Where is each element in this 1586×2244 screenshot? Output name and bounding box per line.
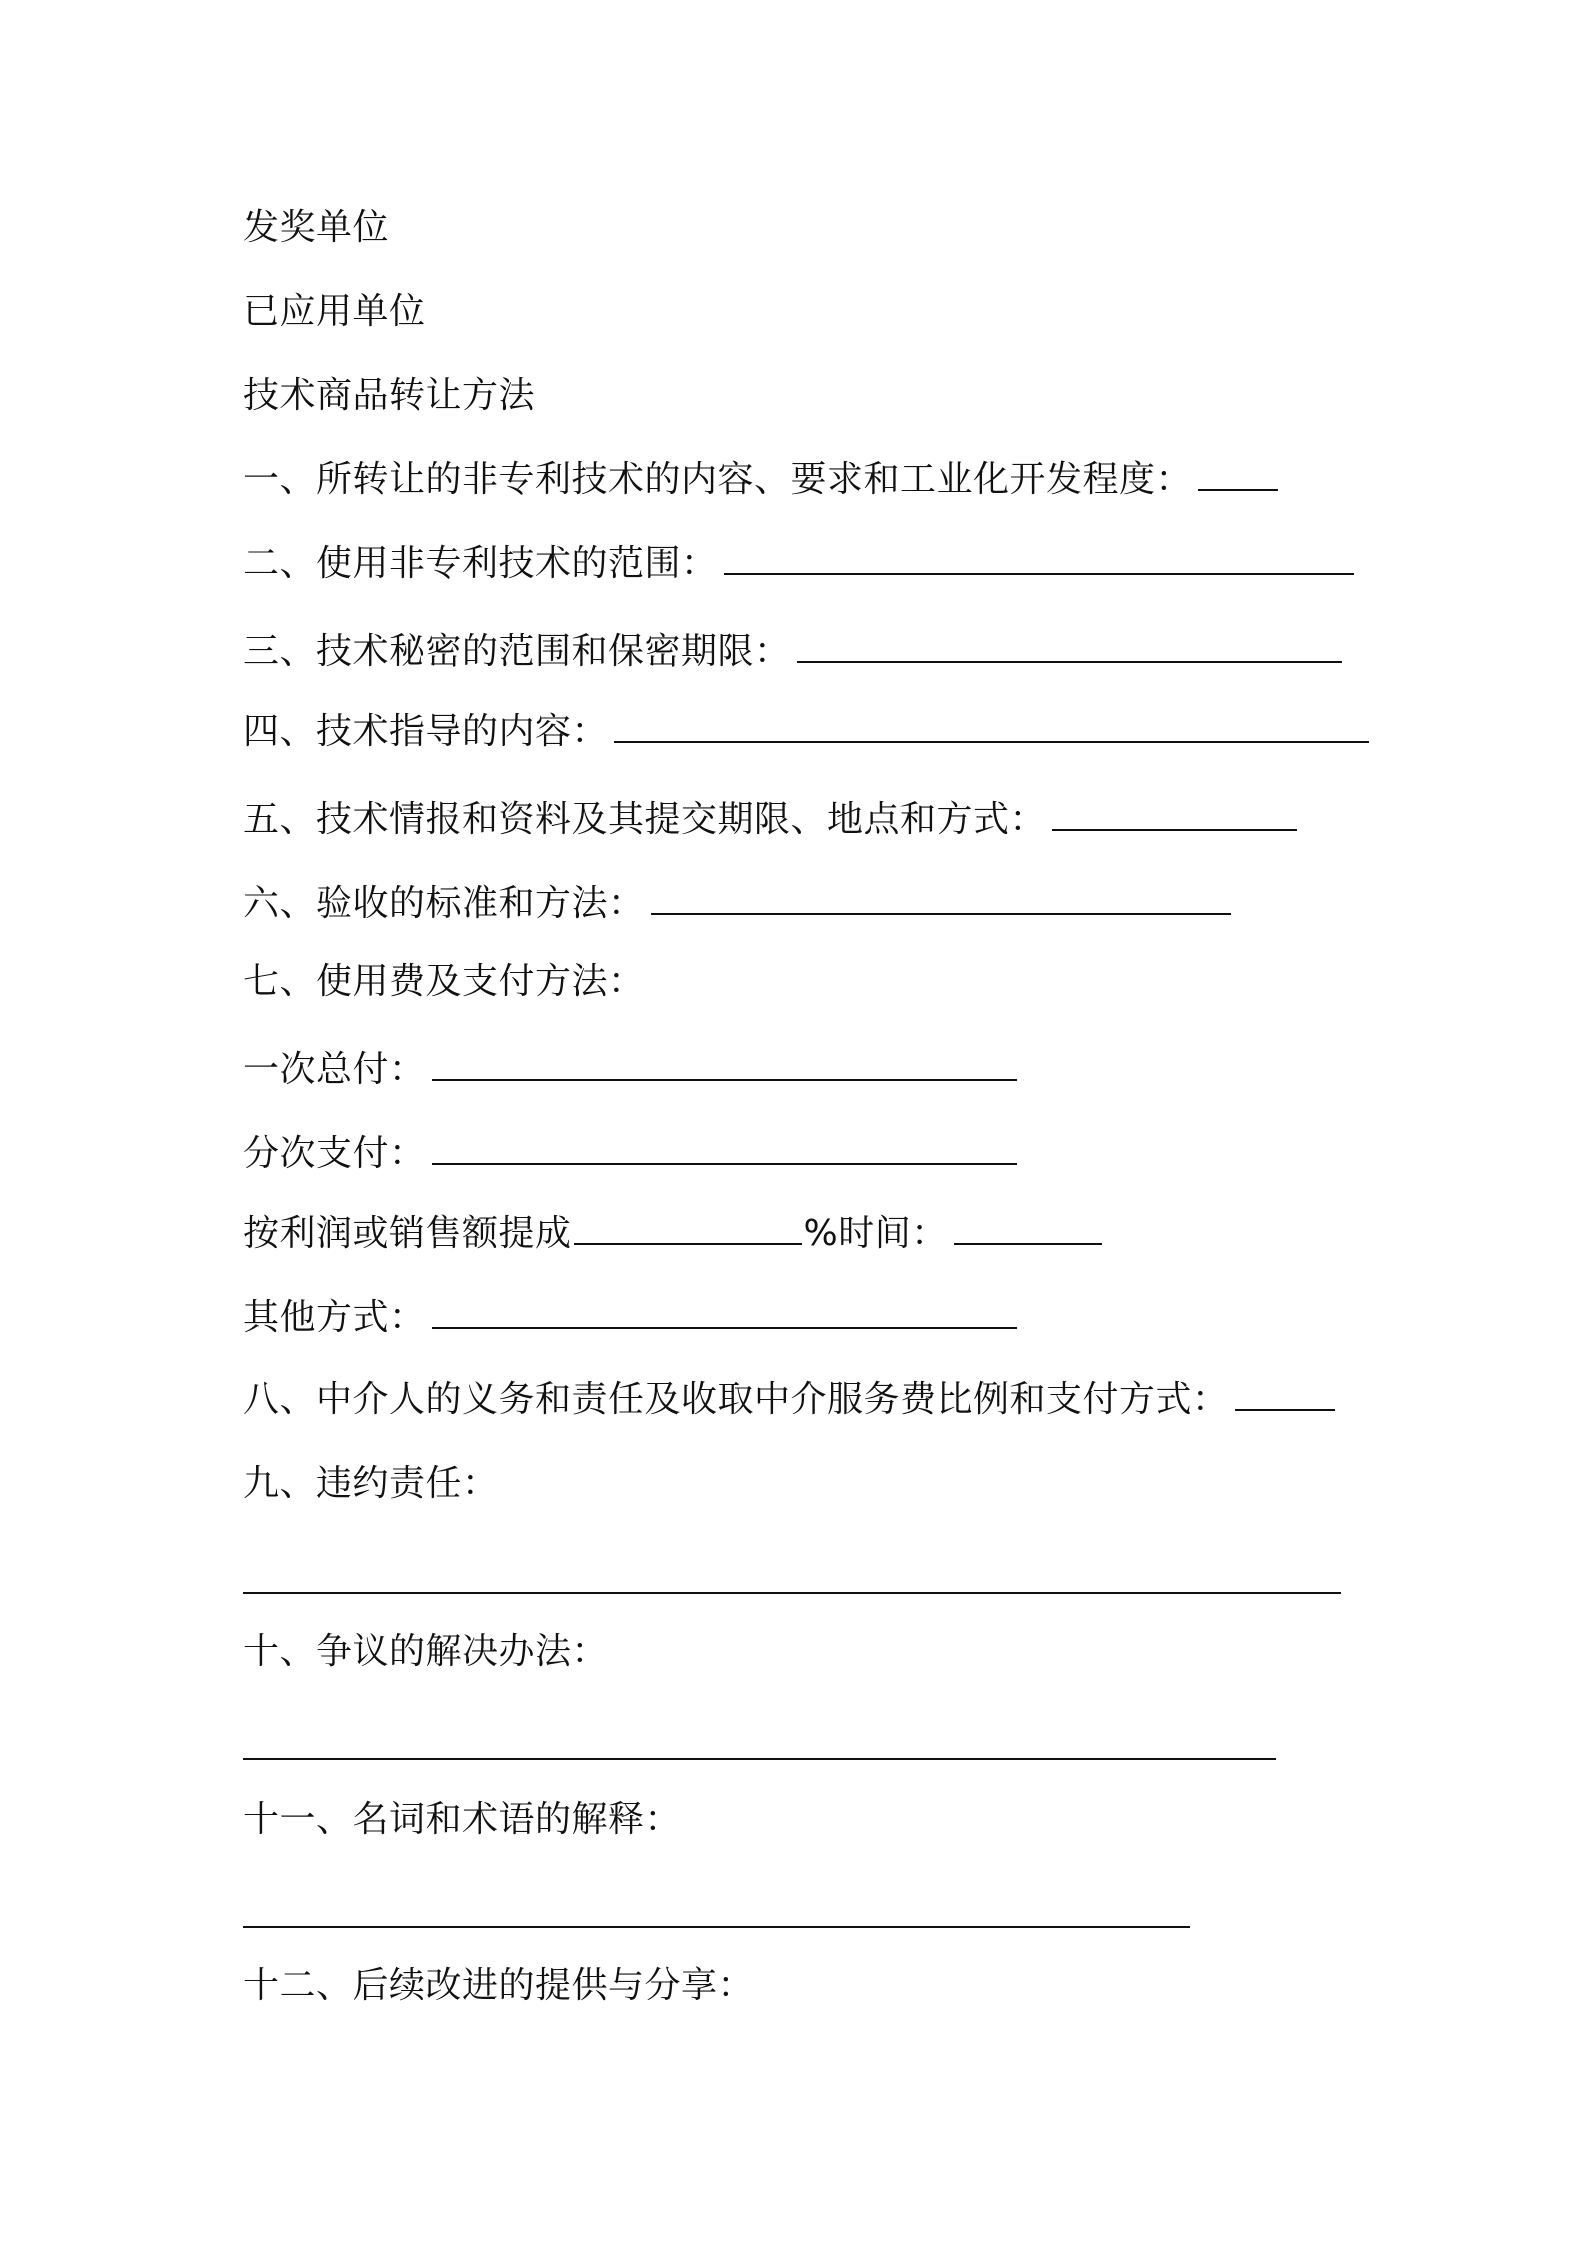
installments-blank[interactable]	[432, 1133, 1017, 1165]
item-11	[243, 1798, 681, 1842]
item-9	[243, 1462, 499, 1506]
commission-mid-text: %时间：	[803, 1213, 948, 1254]
award-unit-text: 发奖单位	[243, 207, 390, 248]
item-1	[243, 458, 1278, 502]
item-2	[243, 542, 1354, 586]
transfer-method-heading	[243, 374, 535, 418]
item-4-text: 四、技术指导的内容：	[243, 711, 609, 752]
award-unit-label	[243, 206, 389, 250]
commission-prefix-text: 按利润或销售额提成	[243, 1213, 572, 1254]
item-9-answer-line[interactable]	[243, 1592, 1341, 1594]
item-6-text: 六、验收的标准和方法：	[243, 883, 645, 924]
item-2-text: 二、使用非专利技术的范围：	[243, 543, 718, 584]
item-6-blank[interactable]	[651, 883, 1231, 915]
item-4-blank[interactable]	[614, 711, 1369, 743]
item-6	[243, 882, 1231, 926]
item-11-answer-line[interactable]	[243, 1926, 1190, 1928]
applied-unit-text: 已应用单位	[243, 291, 426, 332]
item-1-text: 一、所转让的非专利技术的内容、要求和工业化开发程度：	[243, 459, 1193, 500]
item-3-text: 三、技术秘密的范围和保密期限：	[243, 631, 791, 672]
item-3-blank[interactable]	[797, 631, 1342, 663]
item-8-blank[interactable]	[1235, 1379, 1335, 1411]
item-1-blank[interactable]	[1198, 459, 1278, 491]
item-10	[243, 1630, 608, 1674]
item-2-blank[interactable]	[724, 543, 1354, 575]
installments-text: 分次支付：	[243, 1133, 426, 1174]
item-8-text: 八、中介人的义务和责任及收取中介服务费比例和支付方式：	[243, 1379, 1229, 1420]
installments-line	[243, 1132, 1017, 1176]
item-10-text: 十、争议的解决办法：	[243, 1631, 609, 1672]
item-9-text: 九、违约责任：	[243, 1463, 499, 1504]
item-7	[243, 960, 645, 1004]
other-methods-line	[243, 1296, 1017, 1340]
applied-unit-label	[243, 290, 426, 334]
item-7-text: 七、使用费及支付方法：	[243, 961, 645, 1002]
lump-sum-blank[interactable]	[432, 1049, 1017, 1081]
other-methods-text: 其他方式：	[243, 1297, 426, 1338]
item-4	[243, 710, 1369, 754]
item-3	[243, 630, 1342, 674]
transfer-method-text: 技术商品转让方法	[243, 375, 536, 416]
lump-sum-line	[243, 1048, 1017, 1092]
commission-percent-blank[interactable]	[574, 1213, 802, 1245]
item-5	[243, 798, 1297, 842]
item-12-text: 十二、后续改进的提供与分享：	[243, 1965, 755, 2006]
lump-sum-text: 一次总付：	[243, 1049, 426, 1090]
item-10-answer-line[interactable]	[243, 1758, 1276, 1760]
item-11-text: 十一、名词和术语的解释：	[243, 1799, 682, 1840]
commission-line	[243, 1212, 1102, 1256]
commission-time-blank[interactable]	[954, 1213, 1102, 1245]
item-8	[243, 1378, 1335, 1422]
item-5-text: 五、技术情报和资料及其提交期限、地点和方式：	[243, 799, 1047, 840]
other-methods-blank[interactable]	[432, 1297, 1017, 1329]
item-5-blank[interactable]	[1052, 799, 1297, 831]
item-12	[243, 1964, 754, 2008]
